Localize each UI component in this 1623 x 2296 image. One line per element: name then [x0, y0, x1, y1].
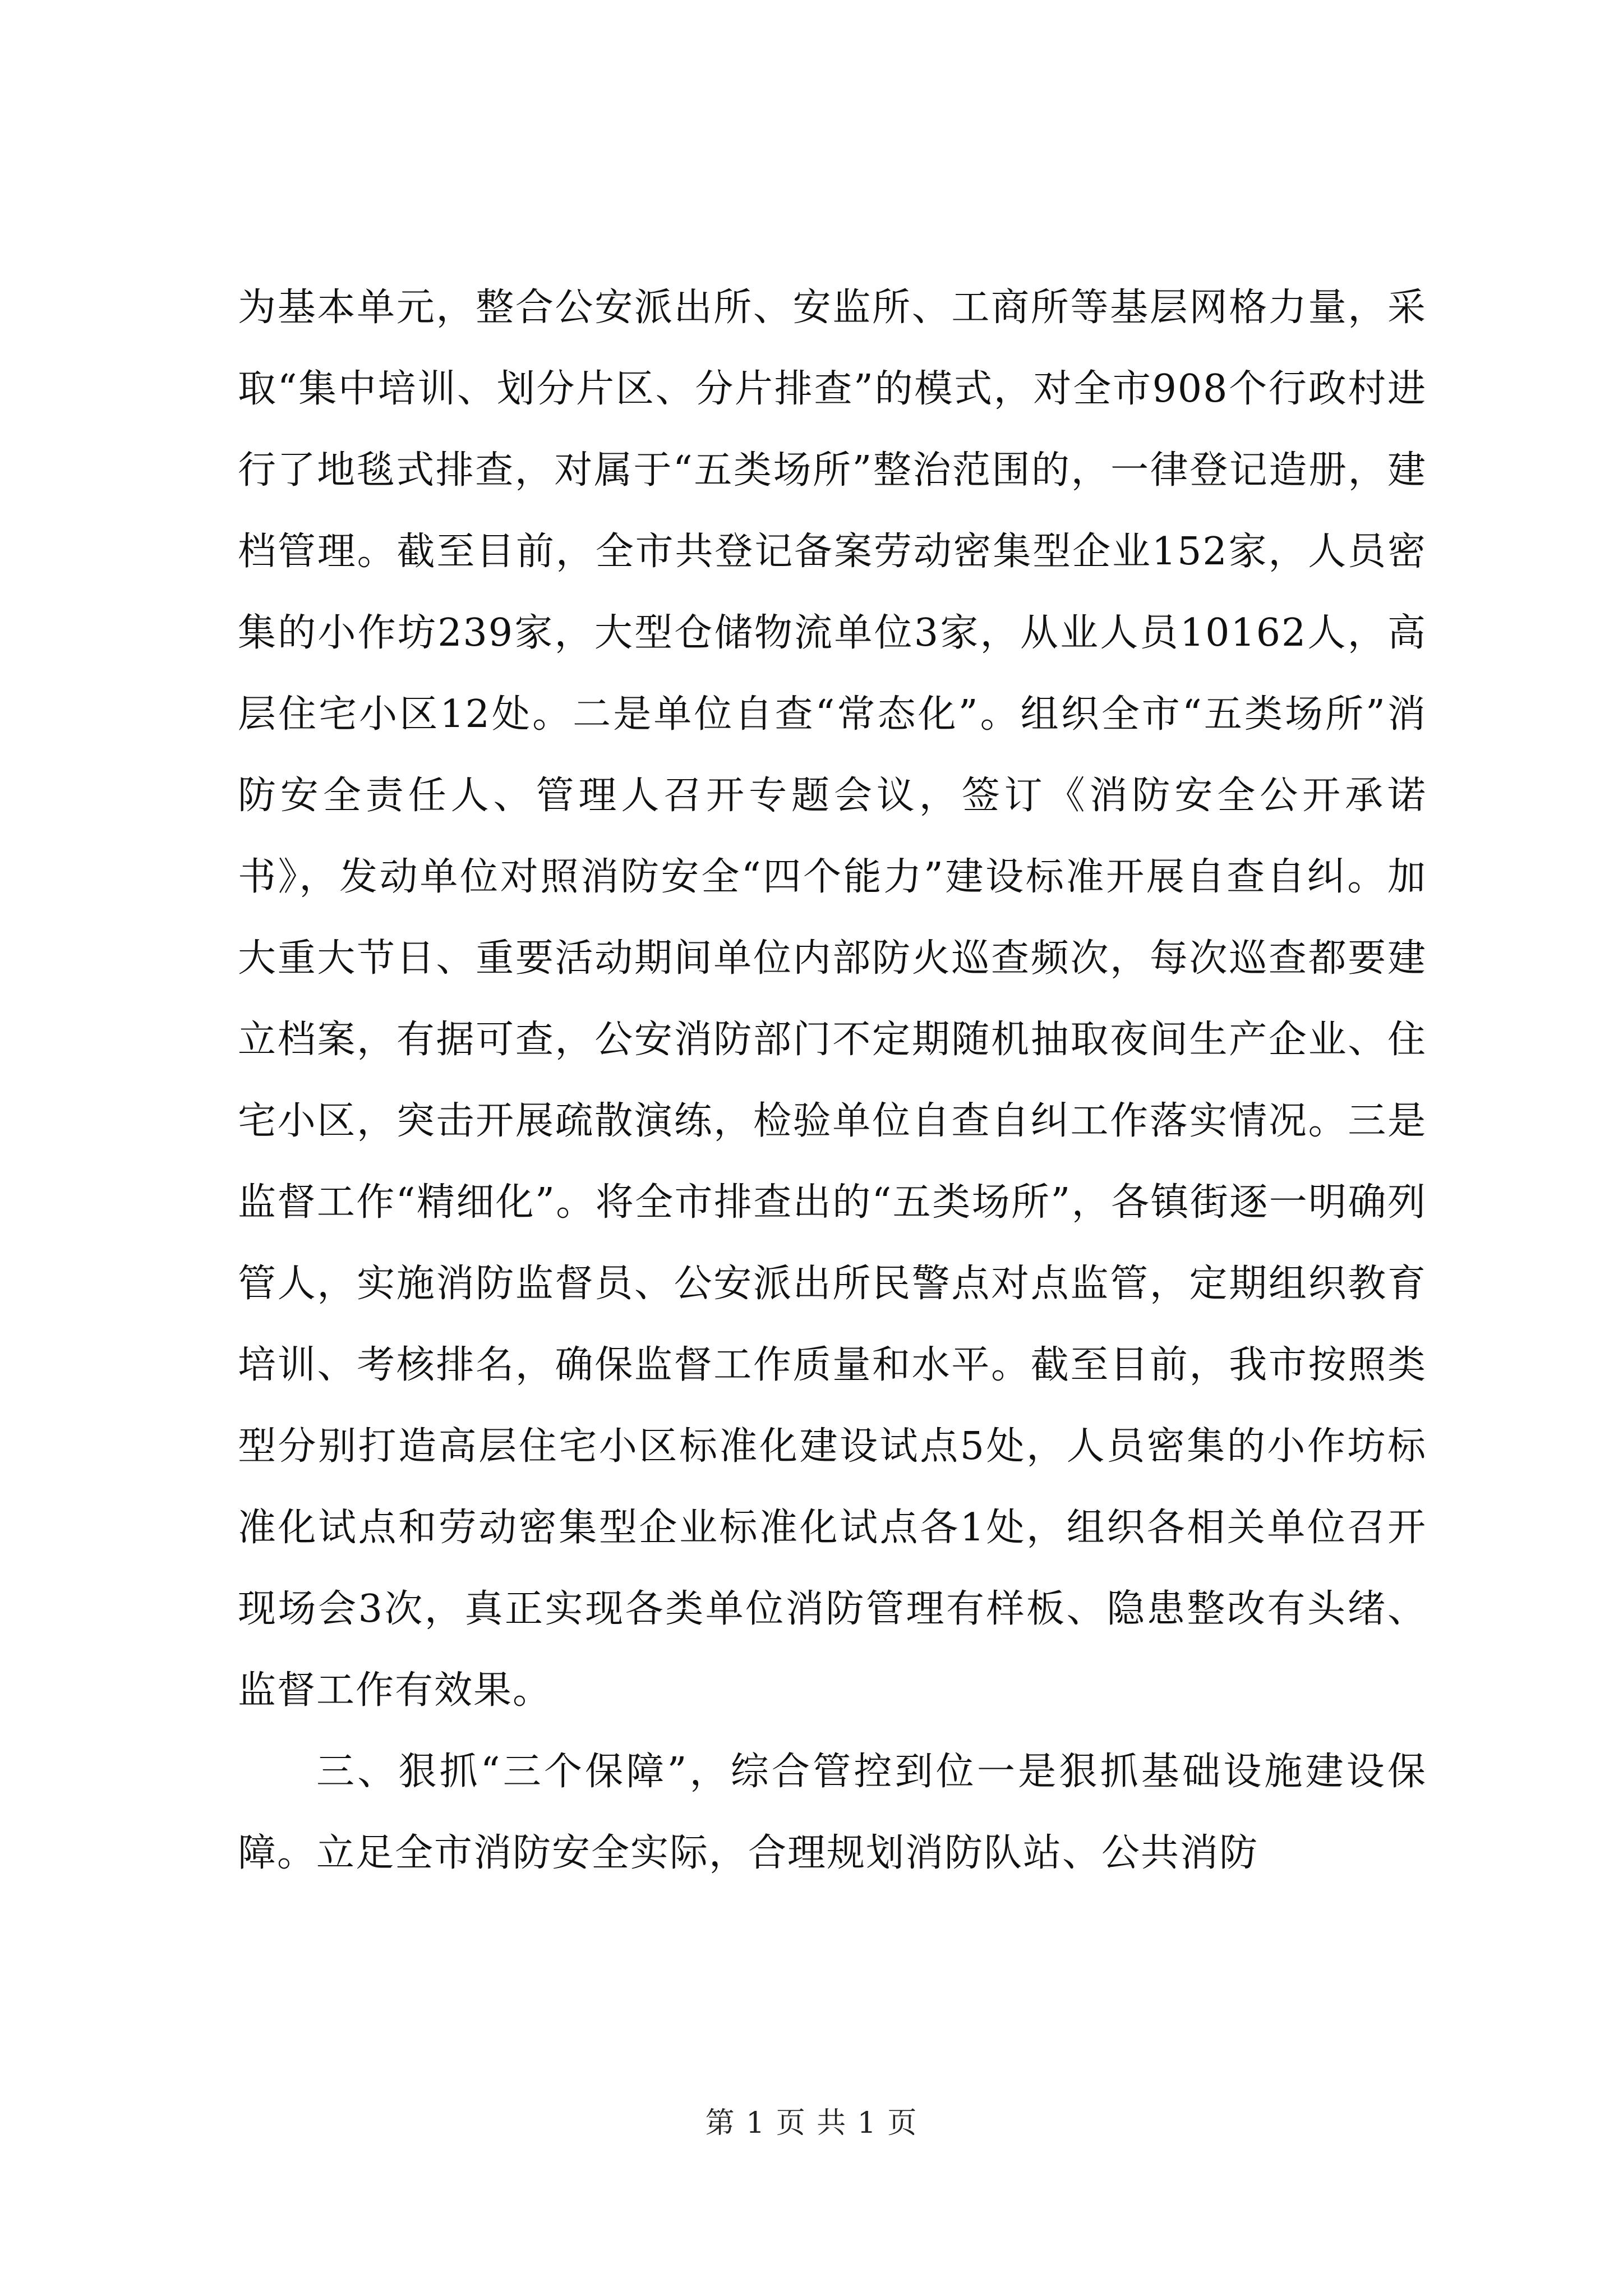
document-body — [238, 267, 1427, 1894]
paragraph-section-three: 三、狠抓“三个保障”，综合管控到位一是狠抓基础设施建设保障。立足全市消防安全实际，合理规划消防队站、公共消防 — [238, 1750, 1427, 1875]
paragraph-continued: 为基本单元，整合公安派出所、安监所、工商所等基层网格力量，采取“集中培训、划分片区、分片排查”的模式，对全市908个行政村进行了地毯式排查，对属于“五类场所”整治范围的，一律登记造册，建档管理。截至目前，全市共登记备案劳动密集型企业152家，人员密集的小作坊239家，大型仓储物流单位3家，从业人员10162人，高层住宅小区12处。二是单位自查“常态化”。组织全市“五类场所”消防安全责任人、管理人召开专题会议，签订《消防安全公开承诺书》，发动单位对照消防安全“四个能力”建设标准开展自查自纠。加大重大节日、重要活动期间单位内部防火巡查频次，每次巡查都要建立档案，有据可查，公安消防部门不定期随机抽取夜间生产企业、住宅小区，突击开展疏散演练，检验单位自查自纠工作落实情况。三是监督工作“精细化”。将全市排查出的“五类场所”，各镇街逐一明确列管人，实施消防监督员、公安派出所民警点对点监管，定期组织教育培训、考核排名，确保监督工作质量和水平。截至目前，我市按照类型分别打造高层住宅小区标准化建设试点5处，人员密集的小作坊标准化试点和劳动密集型企业标准化试点各1处，组织各相关单位召开现场会3次，真正实现各类单位消防管理有样板、隐患整改有头绪、监督工作有效果。 — [238, 286, 1427, 1713]
page-footer: 第 1 页 共 1 页 — [705, 2106, 918, 2140]
